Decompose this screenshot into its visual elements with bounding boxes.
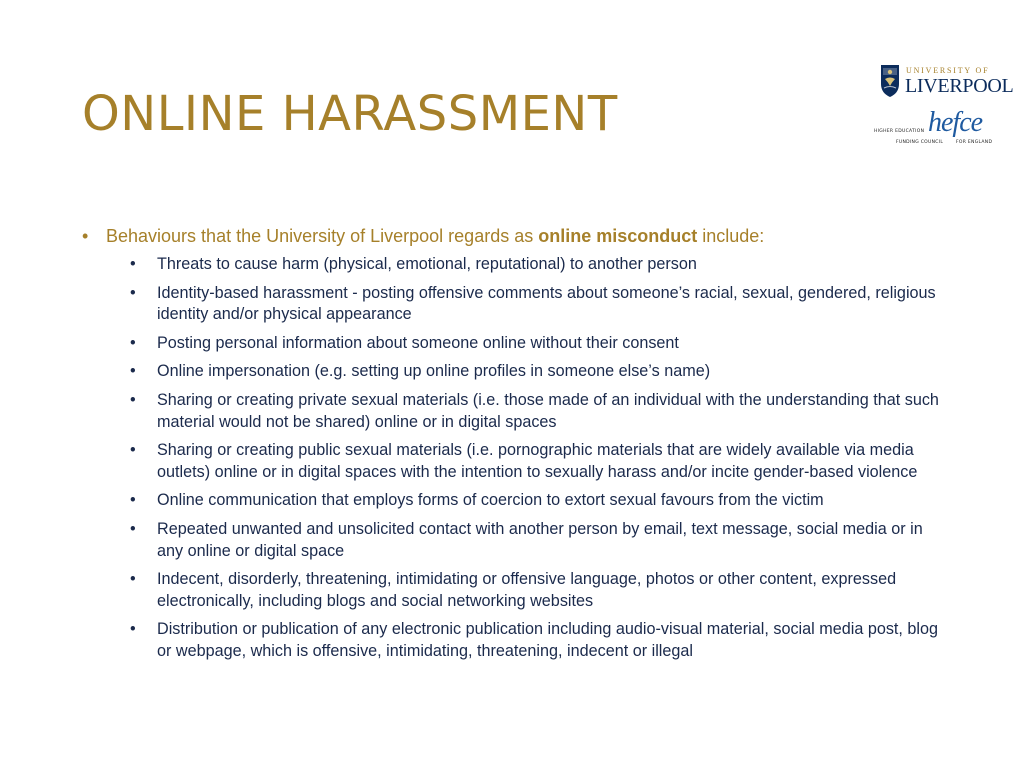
bullet-icon: •: [130, 333, 136, 352]
list-item: [130, 569, 950, 612]
list-item: [130, 490, 950, 512]
intro-text-before: Behaviours that the University of Liverpool regards as: [106, 226, 539, 246]
list-item: [130, 619, 950, 662]
list-item-text: Threats to cause harm (physical, emotional, reputational) to another person: [157, 255, 697, 273]
bullet-icon: •: [130, 491, 136, 510]
university-of-liverpool-logo: [880, 64, 1014, 100]
list-item-text: Posting personal information about someone online without their consent: [157, 333, 679, 352]
misconduct-list: [130, 254, 950, 670]
list-item-text: Online communication that employs forms of coercion to extort sexual favours from the victim: [157, 491, 824, 510]
list-item: [130, 254, 950, 276]
list-item-text: Sharing or creating private sexual materials (i.e. those made of an individual with the understanding that such material would not be shared) online or in digital spaces: [157, 390, 939, 431]
logo-university-of-text: UNIVERSITY OF: [906, 66, 990, 75]
bullet-icon: •: [130, 620, 136, 639]
bullet-icon: •: [130, 390, 136, 409]
intro-text: [106, 224, 764, 248]
hefce-wordmark: hefce: [928, 107, 983, 138]
slide-title: ONLINE HARASSMENT: [82, 86, 618, 142]
hefce-line-for-england: FOR ENGLAND: [956, 140, 993, 145]
intro-text-bold: online misconduct: [538, 226, 698, 246]
list-item-text: Identity-based harassment - posting offensive comments about someone’s racial, sexual, gendered, religious identity and/or physical appearance: [157, 283, 936, 324]
list-item: [130, 361, 950, 383]
bullet-icon: •: [130, 283, 136, 302]
list-item-text: Online impersonation (e.g. setting up online profiles in someone else’s name): [157, 362, 711, 381]
bullet-icon: •: [82, 226, 89, 246]
list-item-text: Repeated unwanted and unsolicited contact with another person by email, text message, social media or in any online or digital space: [157, 519, 923, 560]
list-item: [130, 333, 950, 355]
list-item: [130, 440, 950, 483]
list-item: [130, 283, 950, 326]
bullet-icon: •: [130, 441, 136, 460]
list-item-text: Distribution or publication of any electronic publication including audio-visual material, social media post, blog or webpage, which is offensive, intimidating, threatening, indecent or illegal: [157, 620, 939, 660]
hefce-logo: [872, 108, 996, 154]
intro-text-after: include:: [697, 226, 765, 246]
bullet-icon: •: [130, 519, 136, 538]
list-item: [130, 390, 950, 433]
list-item: [130, 519, 950, 562]
bullet-icon: •: [130, 362, 136, 381]
bullet-icon: •: [130, 255, 136, 273]
hefce-line-funding-council: FUNDING COUNCIL: [896, 140, 944, 145]
list-item-text: Sharing or creating public sexual materials (i.e. pornographic materials that are widely available via media outlets) online or in digital spaces with the intention to sexually harass and/or incite gender-based violence: [157, 441, 918, 481]
university-crest-icon: [880, 64, 900, 98]
hefce-line-higher-education: HIGHER EDUCATION: [874, 129, 925, 134]
logo-liverpool-text: LIVERPOOL: [905, 75, 1014, 97]
bullet-icon: •: [130, 570, 136, 589]
list-item-text: Indecent, disorderly, threatening, intimidating or offensive language, photos or other content, expressed electronically, including blogs and social networking websites: [157, 570, 897, 610]
